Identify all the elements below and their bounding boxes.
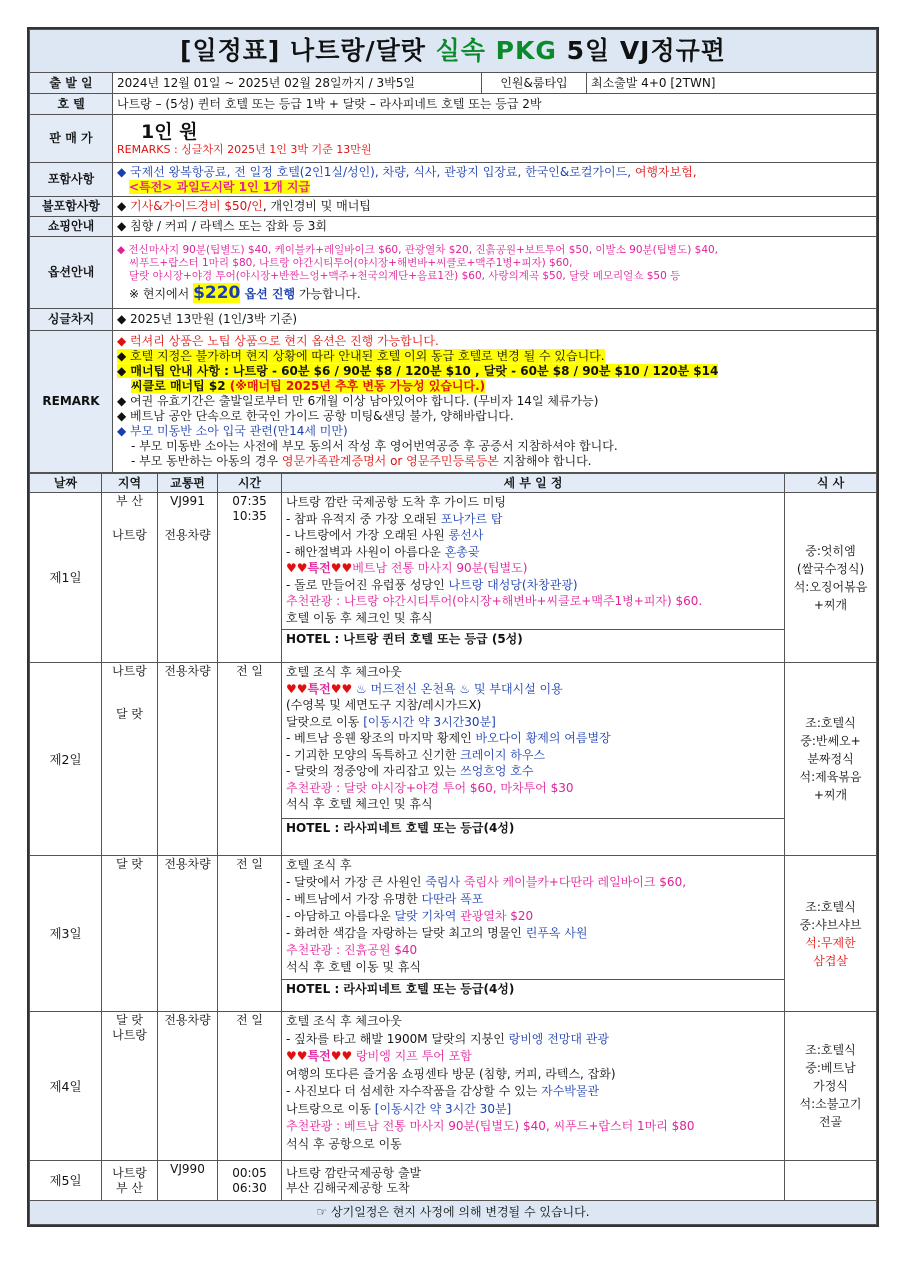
schedule-text: - 짚차를 타고 해발 1900M 달랏의 지붕인: [286, 1031, 509, 1046]
recommended-tour: 추천관광 : 진흙공원 $40: [286, 943, 418, 957]
schedule-place: 쓰엉흐엉 호수: [460, 764, 534, 778]
hotel-line: HOTEL : 라사피네트 호텔 또는 등급(4성): [282, 979, 784, 999]
schedule-line: 호텔 조식 후 체크아웃: [286, 665, 402, 679]
schedule-text: - 기괴한 모양의 독특하고 신기한: [286, 747, 461, 762]
meal-item: 조:호텔식: [805, 716, 856, 730]
schedule-text: - 달랏의 정중앙에 자리잡고 있는: [286, 764, 461, 778]
schedule-header: [30, 474, 877, 493]
day-label: 제3일: [30, 856, 102, 1012]
col-meal: 식 사: [785, 474, 877, 493]
meal-item: 중:샤브샤브: [799, 917, 862, 932]
title-highlight: 실속 PKG: [435, 36, 557, 65]
col-detail: 세 부 일 정: [282, 474, 785, 493]
schedule-text: - 사진보다 더 섬세한 자수작품을 감상할 수 있는: [286, 1084, 542, 1098]
hotel-line: HOTEL : 나트랑 퀸터 호텔 또는 등급 (5성): [282, 629, 784, 649]
time: 전 일: [236, 664, 263, 678]
area: 부 산: [116, 1180, 143, 1195]
include-text: ◆ 국제선 왕복항공료, 전 일정 호텔(2인1실/성인), 차량, 식사, 관광지 입장료, 한국인&로컬가이드,: [117, 164, 635, 179]
shopping-label: 쇼핑안내: [30, 217, 113, 237]
meal-item: +찌개: [813, 788, 848, 802]
remark-line-3: ◆ 매너팁 안내 사항 : 나트랑 - 60분 $6 / 90분 $8 / 120분 $10 , 달랏 - 60분 $8 / 90분 $10 / 120분 $14: [117, 364, 719, 378]
options-amount: $220: [193, 283, 241, 303]
schedule-place: 린푸옥 사원: [525, 926, 588, 940]
schedule-line: 호텔 조식 후: [286, 858, 352, 872]
time: 00:05: [232, 1165, 267, 1180]
remark-line-5: ◆ 여권 유효기간은 출발일로부터 만 6개월 이상 남아있어야 합니다. (무비자 14일 체류가능): [117, 394, 599, 408]
title-prefix: [일정표] 나트랑/달랏: [180, 36, 436, 65]
depart-value: 2024년 12월 01일 ~ 2025년 02월 28일까지 / 3박5일: [113, 73, 482, 94]
transport: VJ990: [170, 1162, 205, 1176]
meal-item: 중:엇히엠: [805, 543, 856, 558]
hotel-line: HOTEL : 라사피네트 호텔 또는 등급(4성): [282, 818, 784, 838]
area: 나트랑: [112, 528, 147, 542]
exclude-guide-fee: 기사&가이드경비 $50/인: [130, 199, 263, 213]
area: 달 랏: [116, 857, 143, 871]
meal-item: 전골: [818, 1115, 843, 1129]
recommended-tour: 추천관광 : 나트랑 야간시티투어(야시장+해변바+씨클로+맥주1병+피자) $60.: [286, 594, 703, 608]
depart-label: 출 발 일: [30, 73, 113, 94]
schedule-text: 나트랑으로 이동: [286, 1101, 375, 1116]
meal-item: 조:호텔식: [805, 1043, 856, 1057]
schedule-line: 호텔 조식 후 체크아웃: [286, 1014, 402, 1028]
transport: 전용차량: [164, 857, 211, 871]
travel-time: [이동시간 약 3시간30분]: [363, 714, 496, 729]
footer-note: ☞ 상기일정은 현지 사정에 의해 변경될 수 있습니다.: [30, 1201, 877, 1225]
time: 전 일: [236, 857, 263, 871]
include-label: 포함사항: [30, 163, 113, 197]
day-row-2: [30, 663, 877, 856]
recommended-tour: 관광열차 $20: [460, 909, 534, 923]
schedule-place: 자수박물관: [541, 1084, 600, 1098]
area: 나트랑: [112, 1028, 147, 1042]
heart-icon: ♥♥: [330, 561, 353, 575]
options-line-2: 씨푸드+랍스터 1마리 $80, 나트랑 야간시티투어(야시장+해변바+씨클로+맥주1병+피자) $60,: [129, 257, 573, 269]
schedule-table: [29, 473, 877, 1225]
include-insurance: 여행자보험,: [634, 164, 697, 179]
meal-item: (쌀국수정식): [796, 561, 865, 576]
special-badge: 특전: [307, 1049, 331, 1063]
transport: 전용차량: [164, 664, 211, 678]
day-label: 제4일: [30, 1012, 102, 1161]
schedule-place: 크레이지 하우스: [460, 747, 546, 762]
meal-item: 분짜정식: [807, 752, 854, 766]
schedule-line: (수영복 및 세면도구 지참/레시가드X): [286, 698, 482, 712]
schedule-line: 나트랑 깜란국제공항 출발: [286, 1165, 422, 1180]
col-area: 지역: [102, 474, 158, 493]
remark-line-9b: 영문가족관계증명서 or 영문주민등록등본: [281, 454, 499, 468]
price-label: 판 매 가: [30, 115, 113, 163]
time: 10:35: [232, 509, 267, 523]
options-line-1: ◆ 전신마사지 90분(팁별도) $40, 케이블카+레일바이크 $60, 관광열차 $20, 진흙공원+보트투어 $50, 이발소 90분(팁별도) $40,: [117, 244, 719, 256]
heart-icon: ♥♥: [286, 1049, 308, 1063]
schedule-line: 석식 후 호텔 체크인 및 휴식: [286, 797, 433, 811]
meal-item: 중:베트남: [805, 1061, 856, 1075]
remark-line-1: ◆ 럭셔리 상품은 노팁 상품으로 현지 옵션은 진행 가능합니다.: [117, 334, 439, 348]
options-note-mid: 옵션 진행: [240, 287, 296, 301]
schedule-place: 혼총곶: [444, 544, 480, 559]
include-special: <특전> 과일도시락 1인 1개 지급: [129, 179, 311, 194]
area: 부 산: [116, 494, 143, 508]
remark-line-9a: - 부모 동반하는 아동의 경우: [131, 454, 282, 468]
col-transport: 교통편: [158, 474, 218, 493]
schedule-text: - 해안절벽과 사원이 아름다운: [286, 544, 445, 559]
schedule-text: - 베트남 응웬 왕조의 마지막 황제인: [286, 731, 476, 745]
remark-label: REMARK: [30, 331, 113, 473]
remark-line-7: ◆ 부모 미동반 소아 입국 관련(만14세 미만): [117, 424, 348, 438]
heart-icon: ♥♥: [286, 681, 308, 696]
single-value: ◆ 2025년 13만원 (1인/3박 기준): [113, 309, 877, 331]
remark-line-4b: (※매너팁 2025년 추후 변동 가능성 있습니다.): [229, 379, 486, 393]
single-label: 싱글차지: [30, 309, 113, 331]
area: 나트랑: [112, 664, 147, 678]
page-title: [30, 30, 877, 73]
schedule-place: 죽림사: [425, 875, 464, 889]
recommended-tour: 죽림사 케이블카+다딴라 레일바이크 $60,: [463, 875, 687, 889]
heart-icon: ♥♥: [330, 681, 357, 696]
schedule-line: 나트랑 깜란 국제공항 도착 후 가이드 미팅: [286, 495, 506, 509]
transport: VJ991: [170, 494, 205, 508]
schedule-line: 여행의 또다른 즐거움 쇼핑센타 방문 (침향, 커피, 라텍스, 잡화): [286, 1066, 616, 1081]
remark-line-8: - 부모 미동반 소아는 사전에 부모 동의서 작성 후 영어번역공증 후 공증서 지참하셔야 합니다.: [131, 439, 618, 453]
schedule-place: 나트랑 대성당(차창관광): [448, 577, 578, 592]
header-table: [29, 29, 877, 473]
hotel-label: 호 텔: [30, 94, 113, 115]
schedule-text: - 돌로 만들어진 유럽풍 성당인: [286, 577, 449, 592]
recommended-tour: 추천관광 : 달랏 야시장+야경 투어 $60, 마차투어 $30: [286, 780, 574, 795]
special-badge: 특전: [307, 681, 331, 696]
meal-item: 삼겹살: [813, 953, 848, 968]
schedule-place: 랑비엥 전망대 관광: [508, 1031, 609, 1046]
col-time: 시간: [218, 474, 282, 493]
shopping-value: ◆ 침향 / 커피 / 라텍스 또는 잡화 등 3회: [113, 217, 877, 237]
options-line-3: 달랏 야시장+야경 투어(야시장+반짠느엉+맥주+천국의계단+음료1잔) $60, 사랑의계곡 $50, 달랏 메모리얼쇼 $50 등: [129, 270, 681, 282]
meal-item: 석:오징어볶음: [793, 579, 868, 594]
schedule-line: 석식 후 호텔 이동 및 휴식: [286, 960, 421, 974]
schedule-text: - 참파 유적지 중 가장 오래된: [286, 511, 441, 526]
options-note-prefix: ※ 현지에서: [129, 287, 194, 301]
heart-icon: ♥♥: [286, 561, 308, 575]
day-row-1: [30, 493, 877, 663]
schedule-place: 달랏 기차역: [394, 909, 461, 923]
schedule-text: - 화려한 색감을 자랑하는 달랏 최고의 명물인: [286, 926, 526, 940]
schedule-line: 호텔 이동 후 체크인 및 휴식: [286, 610, 433, 625]
meal-item: 가정식: [813, 1079, 848, 1093]
remark-line-4a: 씨클로 매너팁 $2: [131, 379, 230, 393]
schedule-place: 롱선사: [448, 528, 484, 542]
options-note-suffix: 가능합니다.: [295, 287, 361, 301]
schedule-place: 포나가르 탑: [440, 511, 503, 526]
time: 06:30: [232, 1180, 267, 1195]
area: 달 랏: [116, 707, 143, 721]
col-date: 날짜: [30, 474, 102, 493]
meal-item: 조:호텔식: [805, 899, 856, 914]
day-label: 제5일: [30, 1161, 102, 1201]
meal-item: 석:제육볶음: [799, 770, 862, 784]
remark-line-9c: 지참해야 합니다.: [498, 454, 592, 468]
time: 07:35: [232, 494, 267, 508]
time: 전 일: [236, 1013, 263, 1027]
itinerary-document: [27, 27, 879, 1227]
schedule-place: 다딴라 폭포: [421, 892, 484, 906]
schedule-place: 바오다이 황제의 여름별장: [475, 731, 611, 745]
schedule-text: - 아담하고 아름다운: [286, 909, 395, 923]
transport: 전용차량: [164, 1013, 211, 1027]
room-label: 인원&룸타입: [482, 73, 587, 94]
special-badge: 특전: [307, 561, 331, 575]
day-row-5: [30, 1161, 877, 1201]
recommended-tour: 추천관광 : 베트남 전통 마사지 90분(팁별도) $40, 씨푸드+랍스터 1마리 $80: [286, 1119, 695, 1133]
day-label: 제2일: [30, 663, 102, 856]
price-value: 1인 원: [141, 120, 198, 143]
meal-item: 석:소불고기: [799, 1097, 862, 1111]
area: 나트랑: [112, 1165, 147, 1180]
exclude-label: 불포함사항: [30, 197, 113, 217]
schedule-text: - 나트랑에서 가장 오래된 사원: [286, 528, 449, 542]
schedule-line: 부산 김해국제공항 도착: [286, 1180, 410, 1195]
day-label: 제1일: [30, 493, 102, 663]
schedule-line: 석식 후 공항으로 이동: [286, 1136, 402, 1151]
area: 달 랏: [116, 1013, 143, 1027]
exclude-other: , 개인경비 및 매너팁: [262, 199, 371, 213]
options-label: 옵션안내: [30, 237, 113, 309]
heart-icon: ♥♥: [330, 1049, 357, 1063]
hotel-value: 나트랑 – (5성) 퀸터 호텔 또는 등급 1박 + 달랏 – 라사피네트 호텔 또는 등급 2박: [113, 94, 877, 115]
meal-item: 중:반쎄오+: [800, 734, 861, 748]
meal-item: 석:무제한: [805, 935, 856, 950]
day-row-3: [30, 856, 877, 1012]
remark-line-2: ◆ 호텔 지정은 불가하며 현지 상황에 따라 안내된 호텔 이외 동급 호텔로 변경 될 수 있습니다.: [117, 349, 605, 363]
travel-time: [이동시간 약 3시간 30분]: [374, 1101, 512, 1116]
schedule-text: - 달랏에서 가장 큰 사원인: [286, 875, 426, 889]
schedule-text: 달랏으로 이동: [286, 714, 364, 729]
price-remarks: REMARKS : 싱글차지 2025년 1인 3박 기준 13만원: [117, 142, 372, 156]
transport: 전용차량: [164, 528, 211, 542]
exclude-bullet: ◆: [117, 199, 131, 213]
schedule-special: ♨ 머드전신 온천욕 ♨ 및 부대시설 이용: [356, 681, 563, 696]
title-suffix: 5일 VJ정규편: [556, 36, 726, 65]
schedule-special: 베트남 전통 마사지 90분(팁별도): [352, 561, 528, 575]
schedule-text: - 베트남에서 가장 유명한: [286, 892, 422, 906]
remark-line-6: ◆ 베트남 공안 단속으로 한국인 가이드 공항 미팅&샌딩 불가, 양해바랍니다.: [117, 409, 514, 423]
day-row-4: [30, 1012, 877, 1161]
room-value: 최소출발 4+0 [2TWN]: [587, 73, 877, 94]
schedule-special: 랑비엥 지프 투어 포함: [356, 1049, 472, 1063]
meal-item: +찌개: [813, 597, 848, 612]
